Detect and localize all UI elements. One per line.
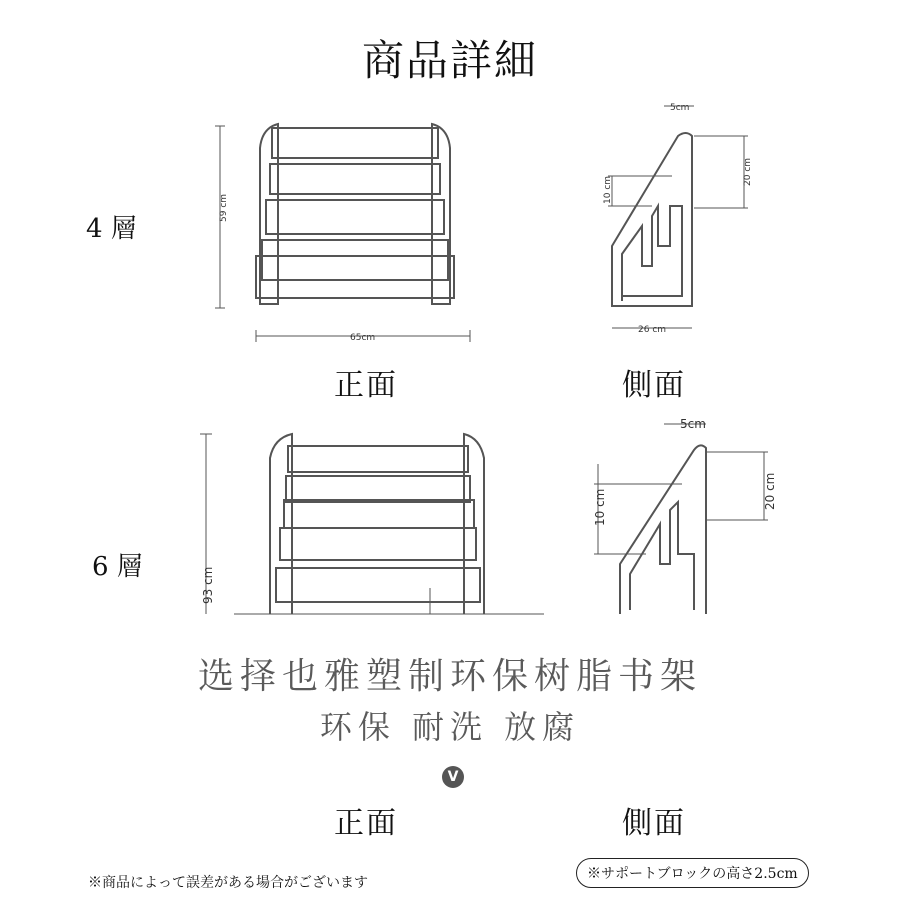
- bottom-side-label: 側面: [622, 806, 686, 841]
- chevron-badge-icon: V: [442, 766, 464, 788]
- side-diagram-4: [598, 96, 758, 346]
- dim-6-20: 20 cm: [763, 472, 777, 510]
- dim-side-top: 5cm: [670, 103, 690, 113]
- dim-6-top: 5cm: [680, 417, 706, 431]
- front-diagram-4: [210, 118, 500, 348]
- dim-6-10: 10 cm: [593, 488, 607, 526]
- dim-4-width: 65cm: [350, 333, 376, 343]
- support-block-note: ※サポートブロックの高さ2.5cm: [576, 858, 809, 888]
- slogan-line-1: 选择也雅塑制环保树脂书架: [197, 656, 702, 697]
- dim-6-height: 93 cm: [201, 566, 215, 604]
- view-side-label: 側面: [622, 368, 686, 403]
- disclaimer-note: ※商品によって誤差がある場合がございます: [88, 875, 368, 891]
- tier-label-6: 6 層: [92, 552, 143, 582]
- slogan-line-2: 环保 耐洗 放腐: [319, 708, 581, 746]
- dim-4-height: 59 cm: [219, 193, 229, 222]
- dim-side-10: 10 cm: [603, 175, 613, 204]
- tier-label-4: 4 層: [86, 214, 137, 244]
- bottom-front-label: 正面: [334, 806, 398, 841]
- dim-side-20: 20 cm: [743, 157, 753, 186]
- view-front-label: 正面: [334, 368, 398, 403]
- dim-side-depth: 26 cm: [638, 325, 667, 335]
- side-diagram-6: [586, 414, 786, 624]
- page-title: 商品詳細: [361, 36, 538, 85]
- front-diagram-6: [194, 428, 554, 618]
